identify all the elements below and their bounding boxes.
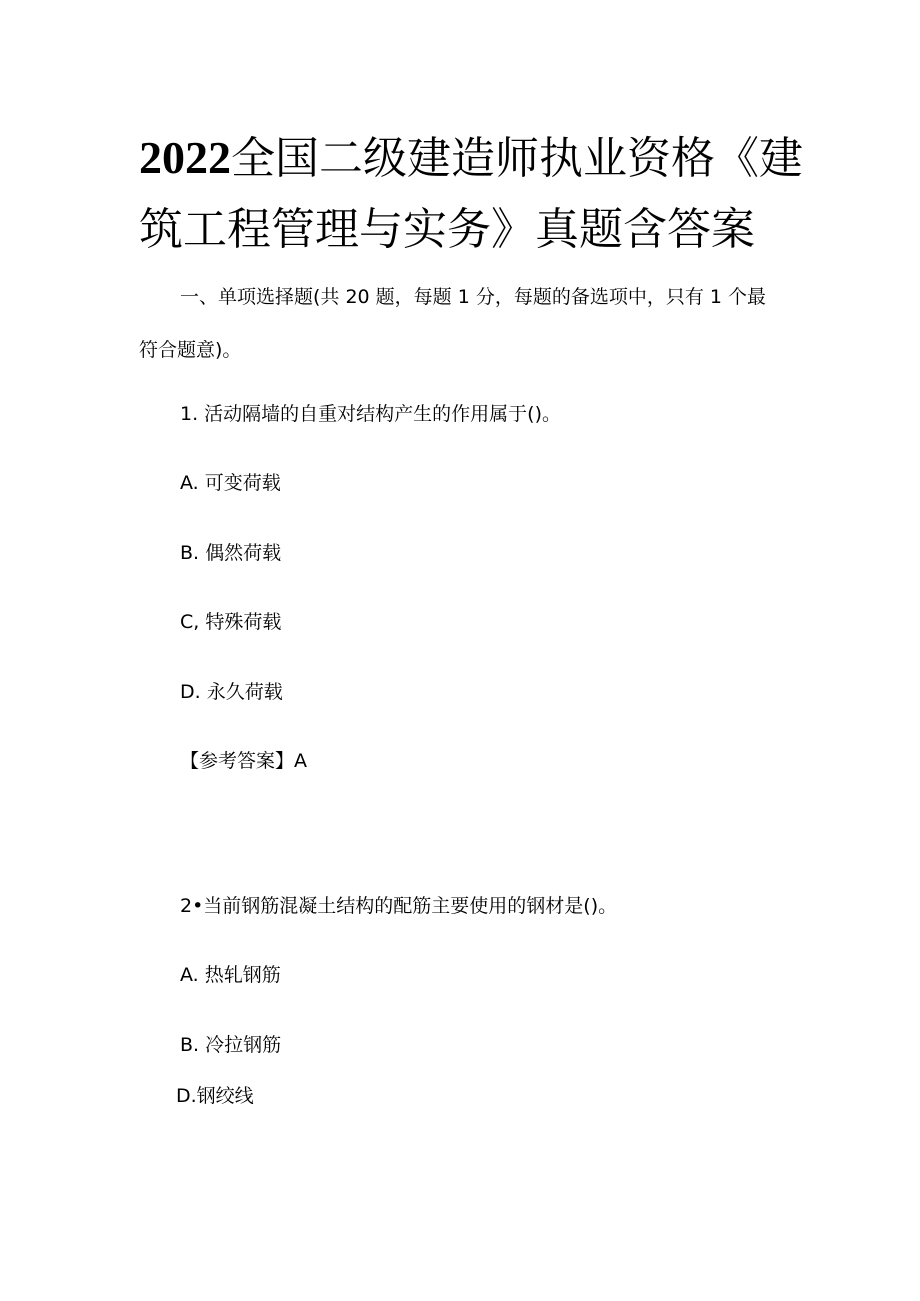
section-intro-line-2: 符合题意)。 [139, 339, 242, 361]
question-2-option-a: A. 热轧钢筋 [180, 964, 281, 986]
document-title-line-1 [139, 128, 803, 189]
question-1-answer: 【参考答案】A [180, 750, 307, 772]
title-text: 全国二级建造师执业资格《建 [231, 133, 803, 184]
question-1-option-a: A. 可变荷载 [180, 472, 281, 494]
question-1-stem: 1. 活动隔墙的自重对结构产生的作用属于()。 [180, 403, 561, 425]
question-1-option-c: C, 特殊荷载 [180, 611, 282, 633]
question-1-option-d: D. 永久荷载 [180, 681, 283, 703]
section-intro-line-1: 一、单项选择题(共 20 题，每题 1 分，每题的备选项中，只有 1 个最 [180, 286, 767, 308]
question-2-option-b: B. 冷拉钢筋 [180, 1034, 282, 1056]
question-2-option-d: D.钢绞线 [176, 1085, 254, 1107]
question-2-stem: 2•当前钢筋混凝土结构的配筋主要使用的钢材是()。 [180, 895, 618, 917]
question-1-option-b: B. 偶然荷载 [180, 542, 282, 564]
document-title-line-2: 筑工程管理与实务》真题含答案 [139, 204, 755, 255]
title-year: 2022 [139, 132, 231, 183]
